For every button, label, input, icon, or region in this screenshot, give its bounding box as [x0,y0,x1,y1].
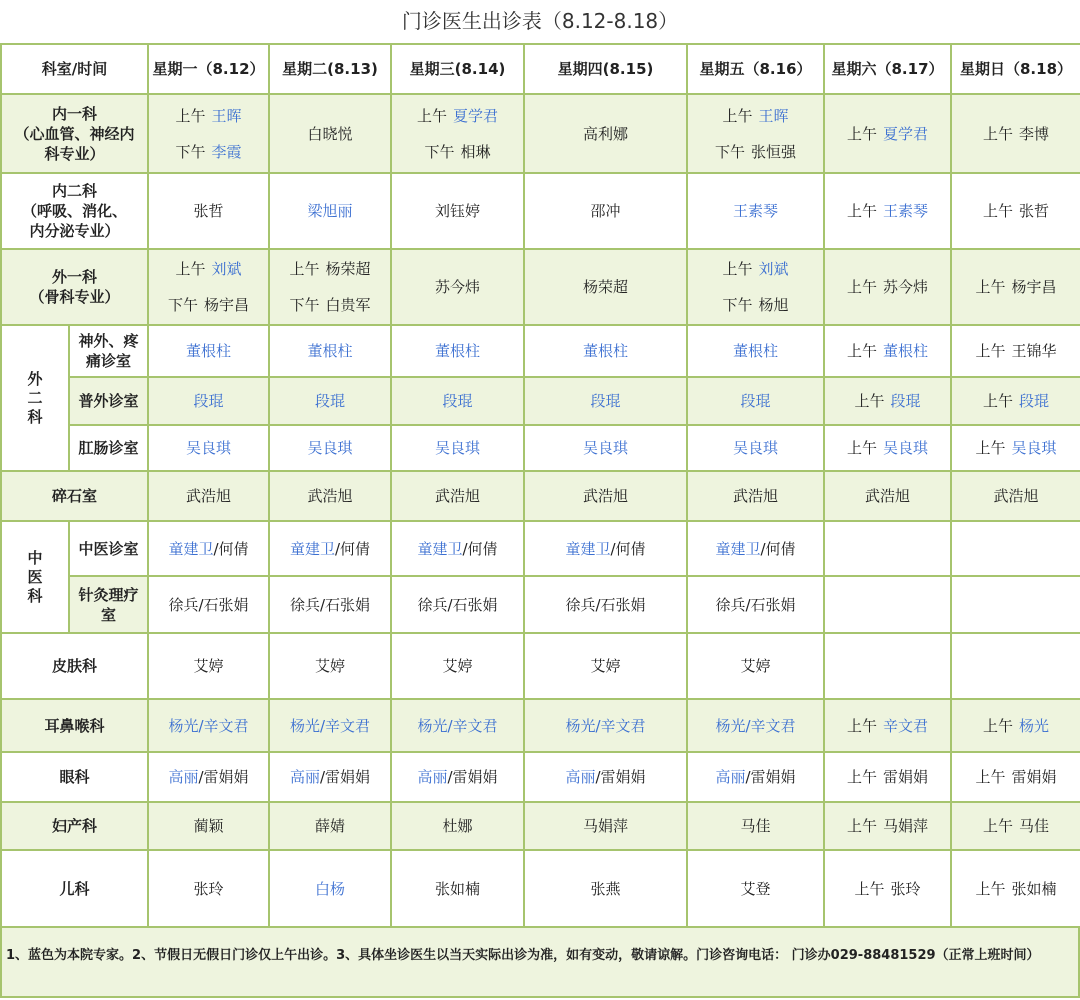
schedule-cell: 董根柱 [391,325,524,377]
schedule-cell: 上午 刘斌 下午 杨宇昌 [148,249,269,325]
schedule-cell: 董根柱 [524,325,687,377]
schedule-table [0,43,1080,928]
schedule-cell: 武浩旭 [951,471,1080,521]
schedule-cell: 上午 马佳 [951,802,1080,850]
table-row [1,471,1080,521]
schedule-cell [824,633,951,699]
header-row [1,44,1080,94]
table-row [1,752,1080,802]
schedule-cell: 上午 李博 [951,94,1080,173]
day-header: 星期六（8.17） [824,44,951,94]
schedule-cell: 吴良琪 [148,425,269,471]
schedule-cell: 董根柱 [148,325,269,377]
day-header: 星期二(8.13) [269,44,391,94]
schedule-cell: 童建卫/何倩 [687,521,824,576]
schedule-cell: 艾婷 [391,633,524,699]
dept-cell: 妇产科 [1,802,148,850]
dept-cell: 皮肤科 [1,633,148,699]
schedule-cell: 上午 王锦华 [951,325,1080,377]
schedule-cell: 吴良琪 [391,425,524,471]
sub-dept-cell: 普外诊室 [69,377,148,425]
table-row [1,576,1080,633]
day-header: 星期日（8.18） [951,44,1080,94]
schedule-cell: 武浩旭 [687,471,824,521]
table-row [1,633,1080,699]
sub-dept-cell: 针灸理疗 室 [69,576,148,633]
schedule-cell: 上午 杨宇昌 [951,249,1080,325]
schedule-cell: 上午 董根柱 [824,325,951,377]
schedule-cell: 梁旭丽 [269,173,391,249]
schedule-cell: 上午 苏今炜 [824,249,951,325]
schedule-cell: 上午 夏学君 下午 相琳 [391,94,524,173]
schedule-cell: 杜娜 [391,802,524,850]
schedule-cell: 王素琴 [687,173,824,249]
schedule-cell: 段琨 [148,377,269,425]
schedule-cell: 高丽/雷娟娟 [524,752,687,802]
schedule-cell: 段琨 [524,377,687,425]
day-header: 星期四(8.15) [524,44,687,94]
dept-group-cell: 中 医 科 [1,521,69,633]
table-row [1,521,1080,576]
schedule-cell: 吴良琪 [524,425,687,471]
schedule-cell: 上午 雷娟娟 [824,752,951,802]
table-row [1,173,1080,249]
table-row [1,850,1080,927]
schedule-cell: 蔺颖 [148,802,269,850]
day-header: 星期五（8.16） [687,44,824,94]
schedule-cell: 张燕 [524,850,687,927]
schedule-cell: 邵冲 [524,173,687,249]
schedule-cell: 上午 吴良琪 [951,425,1080,471]
day-header: 星期一（8.12） [148,44,269,94]
schedule-cell: 上午 王素琴 [824,173,951,249]
schedule-cell: 董根柱 [687,325,824,377]
schedule-cell: 马佳 [687,802,824,850]
schedule-cell: 高丽/雷娟娟 [391,752,524,802]
schedule-cell: 段琨 [687,377,824,425]
dept-cell: 内一科 （心血管、神经内 科专业） [1,94,148,173]
table-row [1,325,1080,377]
schedule-cell: 上午 王晖 下午 张恒强 [687,94,824,173]
schedule-cell: 上午 张哲 [951,173,1080,249]
schedule-cell: 段琨 [269,377,391,425]
schedule-cell: 上午 王晖 下午 李霞 [148,94,269,173]
schedule-cell: 武浩旭 [269,471,391,521]
schedule-cell: 艾婷 [687,633,824,699]
schedule-cell: 童建卫/何倩 [269,521,391,576]
sub-dept-cell: 肛肠诊室 [69,425,148,471]
schedule-cell: 徐兵/石张娟 [269,576,391,633]
schedule-cell: 张如楠 [391,850,524,927]
schedule-cell: 吴良琪 [687,425,824,471]
footer-note: 1、蓝色为本院专家。2、节假日无假日门诊仅上午出诊。3、具体坐诊医生以当天实际出诊为准，如有变动，敬请谅解。门诊咨询电话： 门诊办029-88481529（正常上班时间） [0,926,1080,998]
schedule-cell: 高丽/雷娟娟 [269,752,391,802]
schedule-cell: 刘钰婷 [391,173,524,249]
schedule-cell: 张哲 [148,173,269,249]
schedule-cell: 徐兵/石张娟 [391,576,524,633]
schedule-cell: 艾婷 [148,633,269,699]
schedule-cell: 杨光/辛文君 [269,699,391,752]
schedule-cell: 上午 张如楠 [951,850,1080,927]
schedule-cell [951,521,1080,576]
schedule-cell: 上午 刘斌 下午 杨旭 [687,249,824,325]
schedule-cell: 上午 张玲 [824,850,951,927]
schedule-cell: 段琨 [391,377,524,425]
schedule-cell [951,576,1080,633]
schedule-cell [951,633,1080,699]
dept-cell: 外一科 （骨科专业） [1,249,148,325]
day-header: 星期三(8.14) [391,44,524,94]
table-row [1,425,1080,471]
schedule-cell: 徐兵/石张娟 [148,576,269,633]
schedule-cell: 徐兵/石张娟 [687,576,824,633]
schedule-cell: 童建卫/何倩 [148,521,269,576]
schedule-cell: 薛婧 [269,802,391,850]
schedule-cell: 上午 马娟萍 [824,802,951,850]
schedule-cell: 高利娜 [524,94,687,173]
dept-cell: 儿科 [1,850,148,927]
schedule-cell: 杨光/辛文君 [524,699,687,752]
sub-dept-cell: 中医诊室 [69,521,148,576]
schedule-cell: 高丽/雷娟娟 [687,752,824,802]
schedule-cell: 武浩旭 [824,471,951,521]
corner-cell: 科室/时间 [1,44,148,94]
schedule-cell: 艾登 [687,850,824,927]
schedule-cell: 上午 段琨 [824,377,951,425]
schedule-cell: 杨荣超 [524,249,687,325]
schedule-cell: 上午 吴良琪 [824,425,951,471]
schedule-cell: 上午 段琨 [951,377,1080,425]
dept-group-cell: 外 二 科 [1,325,69,471]
table-row [1,802,1080,850]
sub-dept-cell: 神外、疼 痛诊室 [69,325,148,377]
table-row [1,699,1080,752]
page-title: 门诊医生出诊表（8.12-8.18） [401,9,679,33]
dept-cell: 内二科 （呼吸、消化、 内分泌专业） [1,173,148,249]
schedule-cell: 上午 杨荣超 下午 白贵军 [269,249,391,325]
schedule-cell [824,521,951,576]
dept-cell: 碎石室 [1,471,148,521]
schedule-cell: 童建卫/何倩 [524,521,687,576]
schedule-cell: 杨光/辛文君 [148,699,269,752]
dept-cell: 耳鼻喉科 [1,699,148,752]
schedule-cell: 上午 雷娟娟 [951,752,1080,802]
schedule-cell: 童建卫/何倩 [391,521,524,576]
dept-cell: 眼科 [1,752,148,802]
schedule-cell: 上午 杨光 [951,699,1080,752]
schedule-cell: 白杨 [269,850,391,927]
schedule-cell: 张玲 [148,850,269,927]
schedule-cell: 武浩旭 [524,471,687,521]
schedule-cell [824,576,951,633]
schedule-cell: 杨光/辛文君 [687,699,824,752]
schedule-cell: 上午 夏学君 [824,94,951,173]
table-row [1,377,1080,425]
schedule-cell: 杨光/辛文君 [391,699,524,752]
schedule-cell: 高丽/雷娟娟 [148,752,269,802]
table-row [1,249,1080,325]
schedule-cell: 董根柱 [269,325,391,377]
schedule-cell: 徐兵/石张娟 [524,576,687,633]
schedule-cell: 白晓悦 [269,94,391,173]
schedule-cell: 武浩旭 [391,471,524,521]
schedule-cell: 艾婷 [524,633,687,699]
schedule-cell: 艾婷 [269,633,391,699]
schedule-cell: 上午 辛文君 [824,699,951,752]
schedule-cell: 武浩旭 [148,471,269,521]
schedule-cell: 马娟萍 [524,802,687,850]
table-row [1,94,1080,173]
schedule-cell: 苏今炜 [391,249,524,325]
schedule-cell: 吴良琪 [269,425,391,471]
